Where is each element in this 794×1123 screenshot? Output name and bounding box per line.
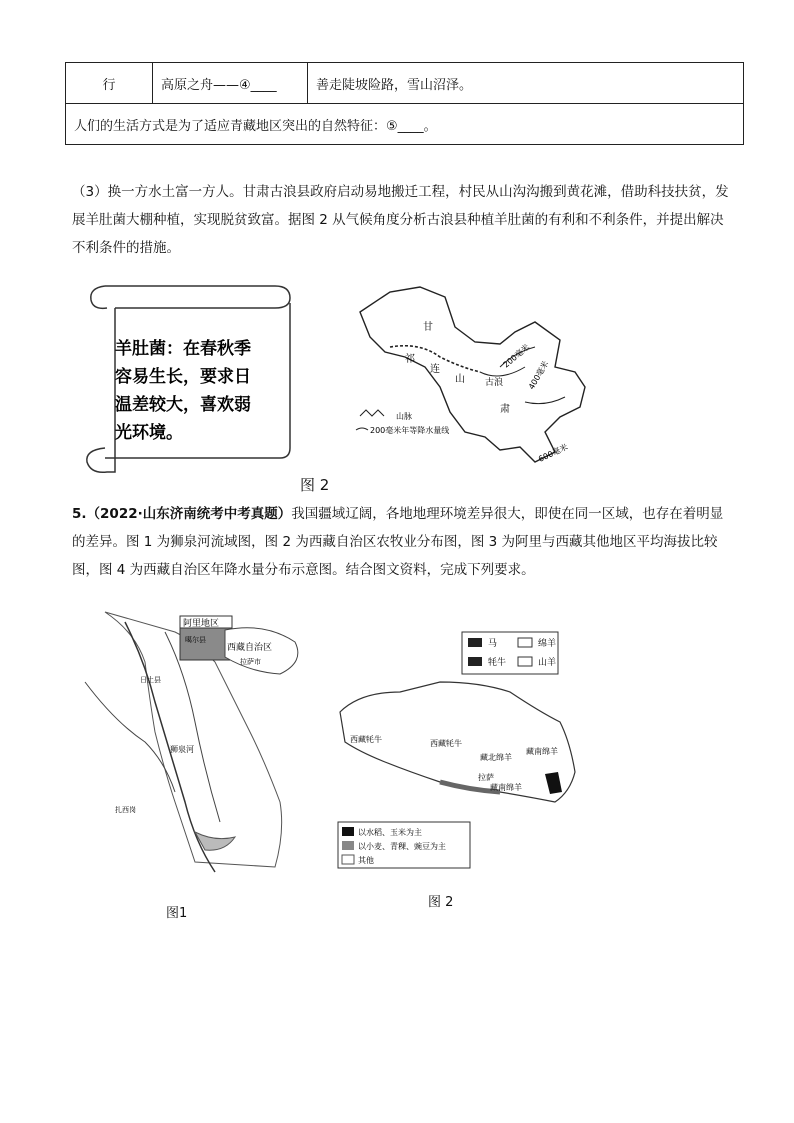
legend-crop: 以小麦、青稞、豌豆为主 xyxy=(358,842,446,851)
map-label: 拉萨 xyxy=(478,773,494,782)
legend-crop: 以水稻、玉米为主 xyxy=(358,828,422,837)
answer-table xyxy=(65,62,744,145)
scroll-figure xyxy=(75,278,305,478)
map-label: 拉萨市 xyxy=(240,658,261,666)
scroll-line: 光环境。 xyxy=(115,423,183,443)
shiquanhe-map xyxy=(75,602,315,902)
sheep-icon xyxy=(518,638,532,647)
legend-animal: 绵羊 xyxy=(538,639,557,649)
yak-icon xyxy=(468,657,482,666)
table-cell: 善走陡坡险路，雪山沼泽。 xyxy=(308,63,744,104)
table-cell: 行 xyxy=(66,63,153,104)
horse-icon xyxy=(468,638,482,647)
question-source: （2022·山东济南统考中考真题） xyxy=(86,506,292,522)
map-label: 藏南绵羊 xyxy=(526,747,558,756)
scroll-line: 容易生长，要求日 xyxy=(115,367,251,387)
map-label: 藏北绵羊 xyxy=(480,753,512,762)
legend-animal: 山羊 xyxy=(538,658,557,668)
figure-caption: 图1 xyxy=(166,906,188,921)
question-number: 5. xyxy=(72,506,87,522)
map-label: 西藏牦牛 xyxy=(350,735,382,744)
legend-crop: 其他 xyxy=(358,856,374,865)
map-label: 西藏自治区 xyxy=(227,643,273,653)
map-label: 肃 xyxy=(500,404,510,415)
tibet-agri-map xyxy=(330,622,590,892)
legend-animal: 牦牛 xyxy=(488,658,507,668)
legend-isohyet: 200毫米年等降水量线 xyxy=(370,426,450,435)
figure-caption: 图 2 xyxy=(300,476,330,494)
map-label: 连 xyxy=(430,364,440,375)
table-cell: 高原之舟——④____ xyxy=(153,63,308,104)
isohyet-label: 200毫米 xyxy=(501,342,532,370)
question-3-text: （3）换一方水土富一方人。甘肃古浪县政府启动易地搬迁工程，村民从山沟沟搬到黄花滩，借助科技扶贫，发展羊肚菌大棚种植，实现脱贫致富。据图 2 从气候角度分析古浪县种植羊肚菌的有利和不利条件，并提出解决不利条件的措施。 xyxy=(72,184,729,256)
figure-caption: 图 2 xyxy=(428,895,454,910)
map-label: 扎西岗 xyxy=(115,806,136,814)
legend-animal: 马 xyxy=(488,639,498,649)
map-label: 噶尔县 xyxy=(185,636,206,644)
map-label: 古浪 xyxy=(485,378,504,388)
map-label: 阿里地区 xyxy=(183,619,220,629)
legend-mountain: 山脉 xyxy=(396,412,412,421)
isohyet-label: 400毫米 xyxy=(526,359,551,391)
map-label: 日土县 xyxy=(140,676,161,684)
map-label: 甘 xyxy=(423,322,433,333)
question-body: 我国疆域辽阔，各地地理环境差异很大，即使在同一区域，也存在着明显的差异。图 1 为狮泉河流域图，图 2 为西藏自治区农牧业分布图，图 3 为阿里与西藏其他地区平均海拔比较图，图 4 为西藏自治区年降水量分布示意图。结合图文资料，完成下列要求。 xyxy=(72,506,724,578)
isohyet-label: 600毫米 xyxy=(537,442,570,464)
question-5-text xyxy=(72,500,734,584)
gansu-map xyxy=(330,272,600,472)
map-label: 山 xyxy=(455,374,465,385)
scroll-line: 温差较大，喜欢弱 xyxy=(115,395,251,415)
goat-icon xyxy=(518,657,532,666)
table-cell: 人们的生活方式是为了适应青藏地区突出的自然特征：⑤____。 xyxy=(66,104,744,145)
map-label: 狮泉河 xyxy=(170,745,194,754)
scroll-line: 羊肚菌：在春秋季 xyxy=(115,339,251,359)
map-label: 祁 xyxy=(405,354,415,365)
map-label: 藏南绵羊 xyxy=(490,783,522,792)
map-label: 西藏牦牛 xyxy=(430,739,462,748)
